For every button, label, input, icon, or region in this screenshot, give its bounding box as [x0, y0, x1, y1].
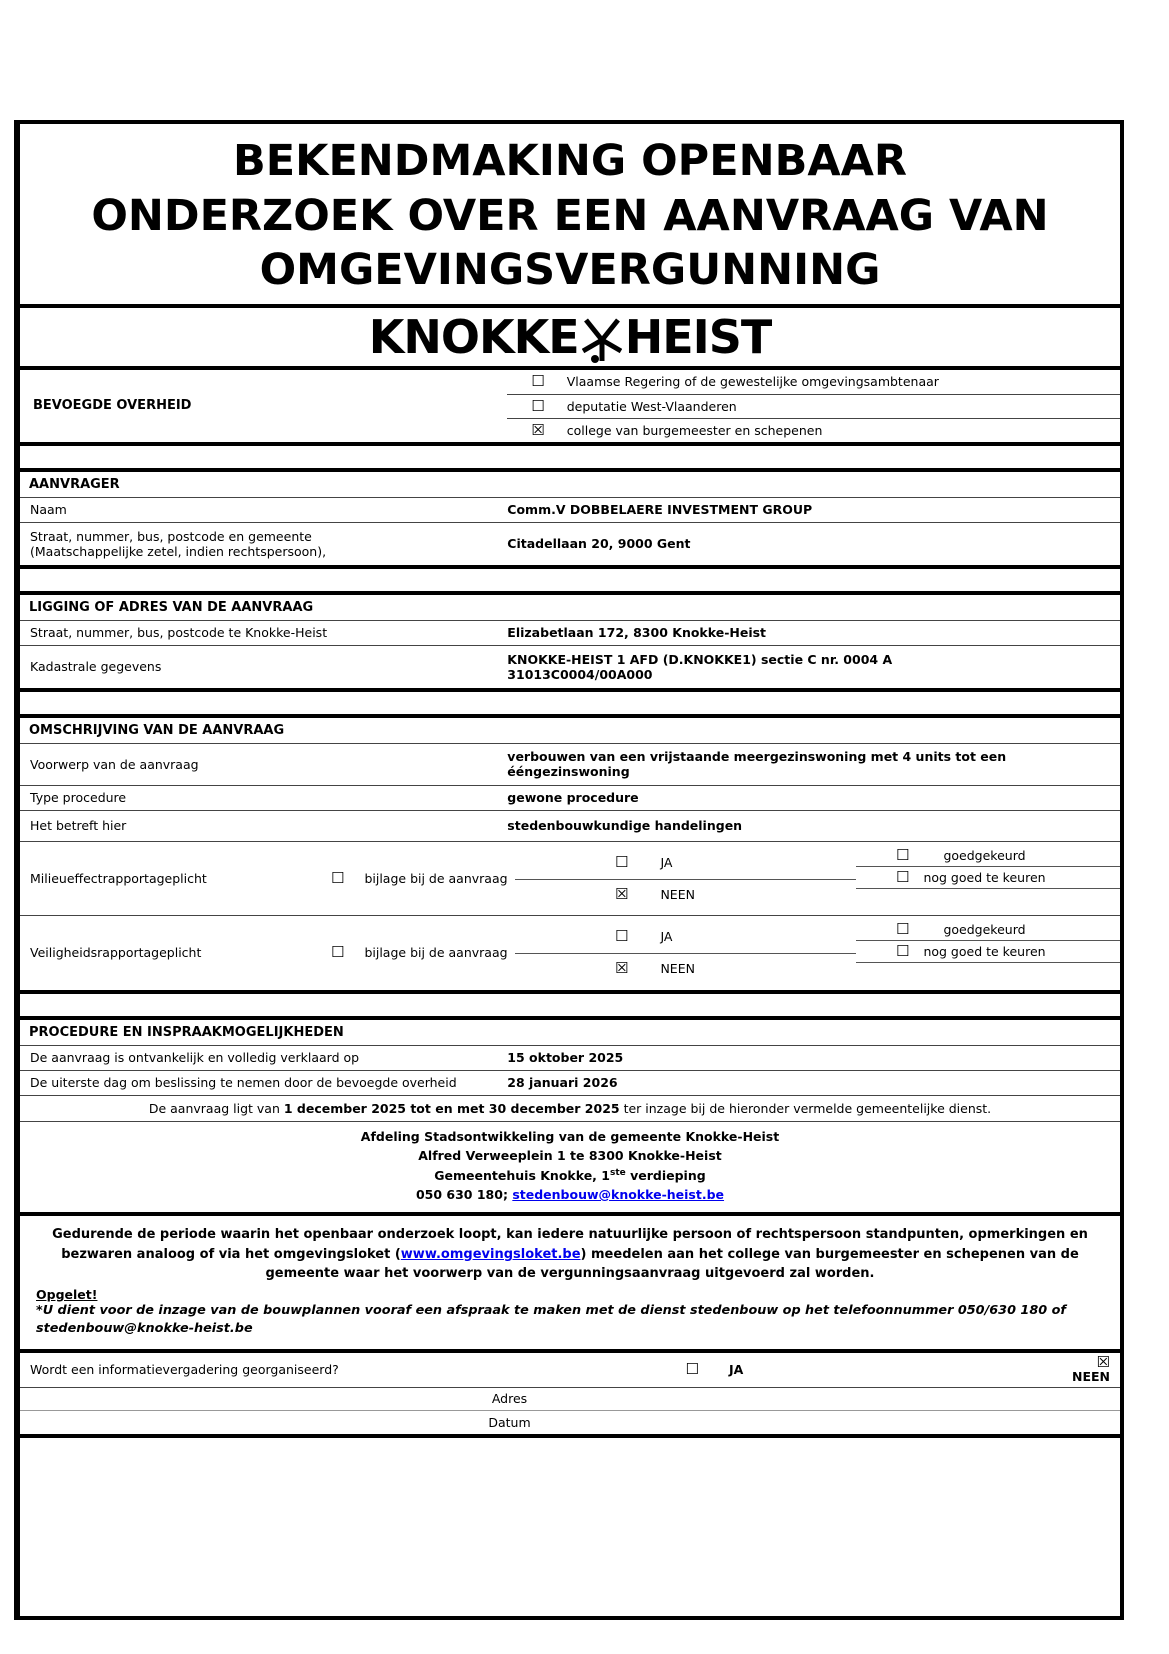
bevoegde-overheid-options: [507, 370, 1120, 442]
mer-bijlage-checkbox[interactable]: ☐: [331, 868, 345, 887]
informatievergadering-ja: [686, 1362, 744, 1377]
ligging-adres-label: Straat, nummer, bus, postcode te Knokke-Heist: [30, 625, 328, 641]
row-betreft: [20, 811, 1120, 842]
starfish-logo-icon: [582, 316, 622, 363]
dienst-afdeling: Afdeling Stadsontwikkeling van de gemeente Knokke-Heist: [360, 1128, 780, 1144]
uiterste-value: 28 januari 2026: [507, 1075, 618, 1091]
section-ligging: [20, 595, 1120, 692]
vr-bijlage-checkbox[interactable]: ☐: [331, 943, 345, 962]
section-gap: [20, 446, 1120, 472]
row-voorwerp: [20, 744, 1120, 786]
dienst-contact: [20, 1185, 1120, 1204]
opgelet-label: Opgelet!: [36, 1286, 98, 1302]
row-ontvankelijk: [20, 1046, 1120, 1071]
bezwaar-post: ) meedelen aan het college van burgemeester en schepenen van de gemeente waar het voorwerp van de vergunningsaanvraag uitgevoerd zal worden.: [265, 1246, 1079, 1282]
row-naam: [20, 498, 1120, 523]
dienst-verdieping: [20, 1166, 1120, 1185]
logo-text-left: KNOKKE: [368, 309, 579, 364]
section-omschrijving: [20, 718, 1120, 994]
adres-label-line2: (Maatschappelijke zetel, indien rechtspersoon),: [30, 543, 327, 559]
checkbox-vlaamse-regering[interactable]: ☐: [531, 372, 545, 391]
adres-label-line1: Straat, nummer, bus, postcode en gemeente: [30, 528, 312, 544]
kadaster-label: Kadastrale gegevens: [30, 659, 162, 675]
bezwaar-pre: Gedurende de periode waarin het openbaar onderzoek loopt, kan iedere natuurlijke persoon of rechtspersoon standpunten, opmerkingen en bezwaren analoog of via het omgevingsloket (: [52, 1227, 1088, 1262]
option-label: deputatie West-Vlaanderen: [566, 398, 737, 414]
mer-goedgekeurd-label: goedgekeurd: [943, 847, 1026, 863]
logo-text-right: HEIST: [624, 309, 772, 364]
checkbox-deputatie[interactable]: ☐: [531, 396, 545, 415]
datum-veld-label: Datum: [488, 1414, 531, 1430]
empty-footer-area: [20, 1438, 1120, 1616]
vr-nogkeuren-checkbox[interactable]: ☐: [896, 941, 910, 960]
vr-nogkeuren-cell: [856, 941, 1120, 963]
option-college: [507, 418, 1120, 442]
omgevingsloket-link[interactable]: www.omgevingsloket.be: [400, 1246, 581, 1262]
iv-neen-checkbox[interactable]: ☒: [1096, 1353, 1110, 1372]
title-line-3: OMGEVINGSVERGUNNING: [259, 245, 881, 296]
informatievergadering-neen: [1072, 1355, 1120, 1384]
vr-goedgekeurd-label: goedgekeurd: [943, 921, 1026, 937]
vr-neen-label: NEEN: [660, 961, 695, 977]
municipality-logo: [20, 308, 1120, 370]
iv-neen-label: NEEN: [1071, 1369, 1110, 1385]
row-informatievergadering: [20, 1353, 1120, 1388]
dienst-email-link[interactable]: stedenbouw@knokke-heist.be: [512, 1186, 725, 1202]
section-gap: [20, 569, 1120, 595]
row-veiligheidsrapportageplicht: [20, 916, 1120, 990]
section-procedure: [20, 1020, 1120, 1217]
mer-label: Milieueffectrapportageplicht: [30, 870, 207, 886]
row-aanvrager-adres: [20, 523, 1120, 565]
informatievergadering-vraag: Wordt een informatievergadering georganiseerd?: [30, 1362, 339, 1378]
type-procedure-label: Type procedure: [30, 790, 127, 806]
dienst-verdieping-sup: ste: [609, 1167, 626, 1178]
title-line-2: ONDERZOEK OVER EEN AANVRAAG VAN: [91, 190, 1049, 241]
omschrijving-header: OMSCHRIJVING VAN DE AANVRAAG: [20, 718, 1120, 744]
section-informatievergadering: [20, 1353, 1120, 1438]
ontvankelijk-label: De aanvraag is ontvankelijk en volledig verklaard op: [30, 1050, 360, 1066]
mer-nogkeuren-cell: [856, 867, 1120, 889]
row-adres: [20, 1388, 1120, 1411]
option-label: college van burgemeester en schepenen: [566, 422, 823, 438]
aanvrager-adres-value: Citadellaan 20, 9000 Gent: [507, 536, 691, 552]
ligging-adres-value: Elizabetlaan 172, 8300 Knokke-Heist: [507, 625, 767, 641]
mer-goedgekeurd-checkbox[interactable]: ☐: [896, 845, 910, 864]
bezwaar-paragraaf: [36, 1225, 1104, 1284]
row-milieueffectrapportageplicht: [20, 842, 1120, 916]
title-line-1: BEKENDMAKING OPENBAAR: [232, 136, 908, 186]
dienst-verdieping-post: verdieping: [625, 1167, 706, 1183]
mer-neen-checkbox[interactable]: ☒: [615, 884, 629, 903]
vr-nogkeuren-label: nog goed te keuren: [923, 943, 1046, 959]
vr-goedgekeurd-checkbox[interactable]: ☐: [896, 919, 910, 938]
inzage-pre: De aanvraag ligt van: [148, 1100, 284, 1116]
mer-neen-label: NEEN: [660, 886, 695, 902]
dienst-adres: Alfred Verweeplein 1 te 8300 Knokke-Heist: [418, 1148, 722, 1164]
section-aanvrager: [20, 472, 1120, 569]
row-ligging-adres: [20, 621, 1120, 646]
vr-neen-checkbox[interactable]: ☒: [615, 959, 629, 978]
betreft-value: stedenbouwkundige handelingen: [507, 818, 743, 834]
mer-bijlage-label: bijlage bij de aanvraag: [364, 870, 508, 886]
mer-ja-checkbox[interactable]: ☐: [615, 852, 629, 871]
gemeentelijke-dienst: [20, 1122, 1120, 1213]
afspraak-tekst: *U dient voor de inzage van de bouwplannen vooraf een afspraak te maken met de dienst stedenbouw op het telefoonnummer 050/630 180 of stedenbouw@knokke-heist.be: [36, 1302, 1066, 1337]
mer-goedgekeurd-cell: [856, 845, 1120, 867]
kadaster-value-line1: KNOKKE-HEIST 1 AFD (D.KNOKKE1) sectie C nr. 0004 A: [507, 651, 893, 667]
adres-veld-label: Adres: [491, 1391, 528, 1407]
option-deputatie: [507, 394, 1120, 418]
document-title: [20, 124, 1120, 308]
naam-value: Comm.V DOBBELAERE INVESTMENT GROUP: [507, 502, 813, 518]
vr-goedgekeurd-cell: [856, 919, 1120, 941]
betreft-label: Het betreft hier: [30, 818, 127, 834]
aanvrager-header: AANVRAGER: [20, 472, 1120, 498]
row-uiterste-dag: [20, 1071, 1120, 1096]
vr-ja-label: JA: [660, 929, 673, 945]
row-kadaster: [20, 646, 1120, 688]
kadaster-value-line2: 31013C0004/00A000: [507, 666, 653, 682]
option-vlaamse-regering: [507, 370, 1120, 394]
ligging-header: LIGGING OF ADRES VAN DE AANVRAAG: [20, 595, 1120, 621]
row-datum: [20, 1411, 1120, 1434]
inzage-periode: [20, 1096, 1120, 1122]
checkbox-college[interactable]: ☒: [531, 420, 545, 439]
section-bevoegde-overheid: [20, 370, 1120, 446]
inzage-period: 1 december 2025 tot en met 30 december 2025: [283, 1100, 620, 1116]
section-gap: [20, 994, 1120, 1020]
mer-nogkeuren-checkbox[interactable]: ☐: [896, 867, 910, 886]
naam-label: Naam: [30, 502, 67, 518]
mer-ja-label: JA: [660, 854, 673, 870]
dienst-phone: 050 630 180;: [415, 1186, 513, 1202]
section-bezwaar: [20, 1216, 1120, 1353]
dienst-verdieping-pre: Gemeentehuis Knokke, 1: [434, 1167, 610, 1183]
uiterste-label: De uiterste dag om beslissing te nemen door de bevoegde overheid: [30, 1075, 457, 1091]
bevoegde-overheid-label: BEVOEGDE OVERHEID: [33, 398, 192, 414]
iv-ja-label: JA: [728, 1362, 744, 1378]
section-gap: [20, 692, 1120, 718]
voorwerp-value: verbouwen van een vrijstaande meergezinswoning met 4 units tot een ééngezinswoning: [507, 749, 1007, 780]
voorwerp-label: Voorwerp van de aanvraag: [30, 756, 199, 772]
type-procedure-value: gewone procedure: [507, 790, 639, 806]
vr-ja-checkbox[interactable]: ☐: [615, 927, 629, 946]
ontvankelijk-value: 15 oktober 2025: [507, 1050, 624, 1066]
vr-bijlage-label: bijlage bij de aanvraag: [364, 945, 508, 961]
mer-nogkeuren-label: nog goed te keuren: [923, 869, 1046, 885]
option-label: Vlaamse Regering of de gewestelijke omgevingsambtenaar: [566, 374, 939, 390]
row-type-procedure: [20, 786, 1120, 811]
announcement-document: [14, 120, 1124, 1620]
inzage-post: ter inzage bij de hieronder vermelde gemeentelijke dienst.: [619, 1100, 992, 1116]
iv-ja-checkbox[interactable]: ☐: [685, 1360, 699, 1379]
procedure-header: PROCEDURE EN INSPRAAKMOGELIJKHEDEN: [20, 1020, 1120, 1046]
vr-label: Veiligheidsrapportageplicht: [30, 945, 202, 961]
